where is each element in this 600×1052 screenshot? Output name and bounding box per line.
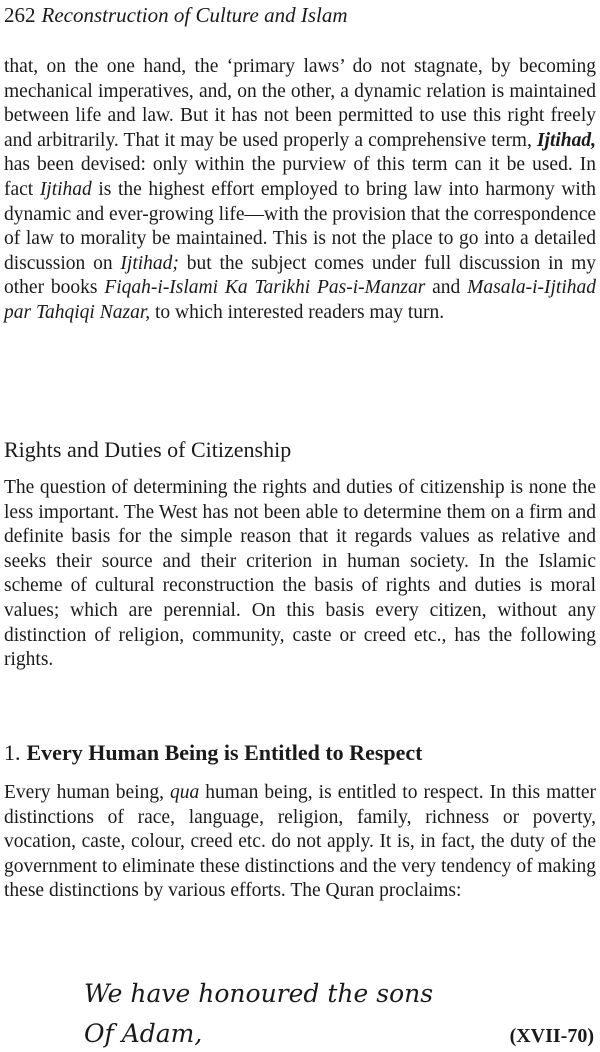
subsection-heading-text: Every Human Being is Entitled to Respect bbox=[26, 740, 423, 765]
paragraph-respect bbox=[4, 781, 596, 904]
subsection-heading bbox=[4, 739, 423, 767]
paragraph-citizenship: The question of determining the rights and duties of citizenship is none the less important. The West has not been able to determine them on a firm and definite basis for the simple reason that it regards values as relative and seeks their source and their criterion in human society. In the Islamic scheme of cultural reconstruction the basis of rights and duties is moral values; which are perennial. On this basis every citizen, without any distinction of religion, community, caste or creed etc., has the following rights. bbox=[4, 477, 596, 671]
text-run: but the subject comes under full discussion in my other books bbox=[4, 252, 596, 299]
section-heading-text: Rights and Duties of Citizenship bbox=[4, 437, 292, 462]
section-heading bbox=[4, 436, 291, 464]
running-header bbox=[4, 2, 348, 28]
quran-quote-line-1: We have honoured the sons bbox=[84, 979, 434, 1008]
text-run: human being, is entitled to respect. In this matter distinctions of race, language, religion, family, richness or poverty, vocation, caste, colour, creed etc. do not apply. It is, in fact, the duty of the government to eliminate these distinctions and the very tendency of making these distinctions by various efforts. The Quran proclaims: bbox=[4, 782, 596, 902]
text-run: is the highest effort employed to bring law into harmony with dynamic and ever-growing life—with the provision that the correspondence of law to morality be maintained. This is not the place to go into a detailed discussion on bbox=[4, 178, 597, 274]
text-run: has been devised: only within the purview of this term can it be used. In fact bbox=[4, 154, 596, 200]
term-ijtihad: Ijtihad, bbox=[536, 129, 596, 151]
paragraph-ijtihad bbox=[4, 55, 596, 326]
quran-quote-line-2: Of Adam, bbox=[84, 1019, 203, 1048]
book-title: Fiqah-i-Islami Ka Tarikhi Pas-i-Manzar bbox=[104, 277, 426, 299]
term-ijtihad: Ijtihad; bbox=[120, 252, 179, 274]
term-ijtihad: Ijtihad bbox=[39, 178, 92, 200]
subsection-number: 1. bbox=[4, 740, 21, 765]
text-run: to which interested readers may turn. bbox=[150, 301, 445, 323]
term-qua: qua bbox=[170, 782, 200, 803]
quote-reference: (XVII-70) bbox=[509, 1025, 594, 1047]
page-number: 262 bbox=[4, 3, 36, 27]
text-run: that, on the one hand, the ‘primary laws’ do not stagnate, by becoming mechanical imperatives, and, on the other, a dynamic relation is maintained between life and law. But it has not been permitted to use this right freely and arbitrarily. That it may be used properly a comprehensive term, bbox=[4, 56, 596, 151]
text-run: Every human being, bbox=[4, 782, 170, 803]
book-title: Masala-i-Ijtihad par Tahqiqi Nazar, bbox=[4, 277, 597, 323]
running-title: Reconstruction of Culture and Islam bbox=[41, 3, 348, 27]
text-run: and bbox=[425, 277, 468, 299]
